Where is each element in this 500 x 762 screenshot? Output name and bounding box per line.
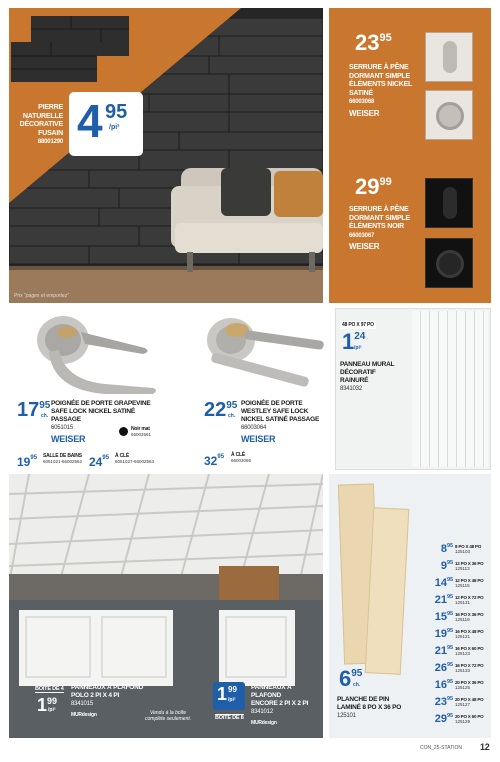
grapevine-price: $17^{95}$ ch.: [17, 399, 51, 421]
grapevine-handle-image: [25, 310, 165, 400]
pine-size-row: 19 95 16 PO X 48 PO 125121: [434, 628, 484, 640]
ceiling-gray-panel: [9, 600, 323, 738]
panel-name: PANNEAU MURAL DÉCORATIF RAINURÉ 8341032: [340, 361, 395, 392]
westley-key-price: $32^{95}$: [204, 453, 225, 468]
encore-name: PANNEAUX À PLAFOND ENCORE 2 PI X 2 PI 8341012 MURdesign: [251, 684, 309, 726]
stone-name: PIERRE NATURELLE DÉCORATIVE FUSAIN 88001290: [19, 104, 63, 145]
pine-size-row: 21 95 12 PO X 72 PO 125131: [434, 594, 484, 606]
pine-card: [329, 474, 491, 738]
deadbolt-column: [329, 8, 491, 303]
grapevine-key-info: À CLÉ 6051027-66002563: [115, 453, 155, 464]
westley-price: $22^{95}$ ch.: [204, 399, 238, 421]
panel-card: [335, 308, 491, 470]
keyhole-icon: [436, 102, 464, 130]
pine-price: $6^{95}$ ch.: [339, 666, 363, 691]
pine-name: PLANCHE DE PIN LAMINÉ 8 PO X 36 PO 125101: [337, 696, 402, 719]
westley-handle-image: [189, 310, 329, 400]
page-number: 12: [480, 742, 490, 752]
polo-tile-image: [19, 610, 173, 686]
grapevine-name: POIGNÉE DE PORTE GRAPEVINE SAFE LOCK NICKEL SATINÉ PASSAGE 6051015 WEISER: [51, 400, 151, 444]
encore-tile-image: [219, 610, 295, 686]
thumb-turn-icon: [443, 41, 457, 73]
middle-section: [9, 308, 491, 470]
pine-size-list: [415, 544, 489, 731]
deadbolt-nickel-price: $23^{95}$: [355, 30, 392, 55]
polo-note: Vendu à la boîte complète seulement.: [145, 710, 192, 722]
deadbolt-nickel-key-image: [425, 90, 473, 140]
polo-price: $1^{99}$ /pi²: [37, 695, 58, 715]
panel-image: [412, 311, 488, 467]
panel-price: $1^{24}$ /pi²: [342, 329, 366, 354]
deadbolt-black-name: SERRURE À PÊNE DORMANT SIMPLE ÉLÉMENTS NOIR 66003067 WEISER: [349, 206, 410, 251]
encore-price-badge: 1 99 /pi²: [213, 682, 245, 710]
grapevine-bath-price: $19^{95}$: [17, 454, 38, 469]
pine-size-row: 26 95 16 PO X 72 PO 125133: [434, 662, 484, 674]
ceiling-photo: [9, 474, 323, 600]
thumb-turn-icon: [443, 187, 457, 219]
polo-name: PANNEAUX À PLAFOND POLO 2 PI X 4 PI 8341015 MURdesign: [71, 684, 144, 718]
deadbolt-black-thumb-image: [425, 178, 473, 228]
pine-board-image-2: [365, 507, 410, 675]
pine-size-row: 16 95 20 PO X 36 PO 125125: [434, 679, 484, 691]
grapevine-key-price: $24^{95}$: [89, 454, 110, 469]
stone-price: 4: [77, 95, 103, 147]
pine-size-row: 14 95 12 PO X 48 PO 125115: [434, 577, 484, 589]
deadbolt-black-price: $29^{99}$: [355, 174, 392, 199]
keyhole-icon: [436, 250, 464, 278]
top-section: [9, 8, 491, 303]
pine-size-row: 29 95 20 PO X 60 PO 125129: [434, 713, 484, 725]
deadbolt-nickel-name: SERRURE À PÊNE DORMANT SIMPLE ÉLÉMENTS NICKEL SATINÉ 66003068 WEISER: [349, 64, 413, 118]
stone-sample-image: [11, 16, 129, 82]
polo-box-label: BOÎTE DE 4: [35, 686, 64, 692]
pine-size-row: 23 95 20 PO X 48 PO 125127: [434, 696, 484, 708]
bottom-section: [9, 474, 491, 738]
footer-code: CON_25-STATION: [420, 745, 463, 751]
pine-size-row: 8 95 8 PO X 48 PO 125103: [440, 543, 482, 555]
grapevine-black-swatch: [119, 427, 128, 436]
pine-size-row: 9 95 12 PO X 36 PO 125113: [440, 560, 484, 572]
deadbolt-black-key-image: [425, 238, 473, 288]
pine-size-row: 21 95 16 PO X 60 PO 125123: [434, 645, 484, 657]
deadbolt-nickel-thumb-image: [425, 32, 473, 82]
westley-key-info: À CLÉ 66003066: [231, 452, 252, 463]
grapevine-bath-info: SALLE DE BAINS 6051021-66002562: [43, 453, 83, 464]
pine-size-row: 15 95 16 PO X 36 PO 125119: [434, 611, 484, 623]
westley-name: POIGNÉE DE PORTE WESTLEY SAFE LOCK NICKEL SATINÉ PASSAGE 66003064 WEISER: [241, 400, 320, 444]
encore-box-label: BOÎTE DE 8: [215, 715, 244, 721]
panel-size-tag: 48 PO X 97 PO: [342, 322, 374, 328]
grapevine-finish: Noir mat 66002561: [131, 426, 152, 437]
stone-price-badge: 4 95 /pi²: [69, 92, 143, 156]
photo-caption: Prix "pages et emportez": [14, 293, 69, 299]
